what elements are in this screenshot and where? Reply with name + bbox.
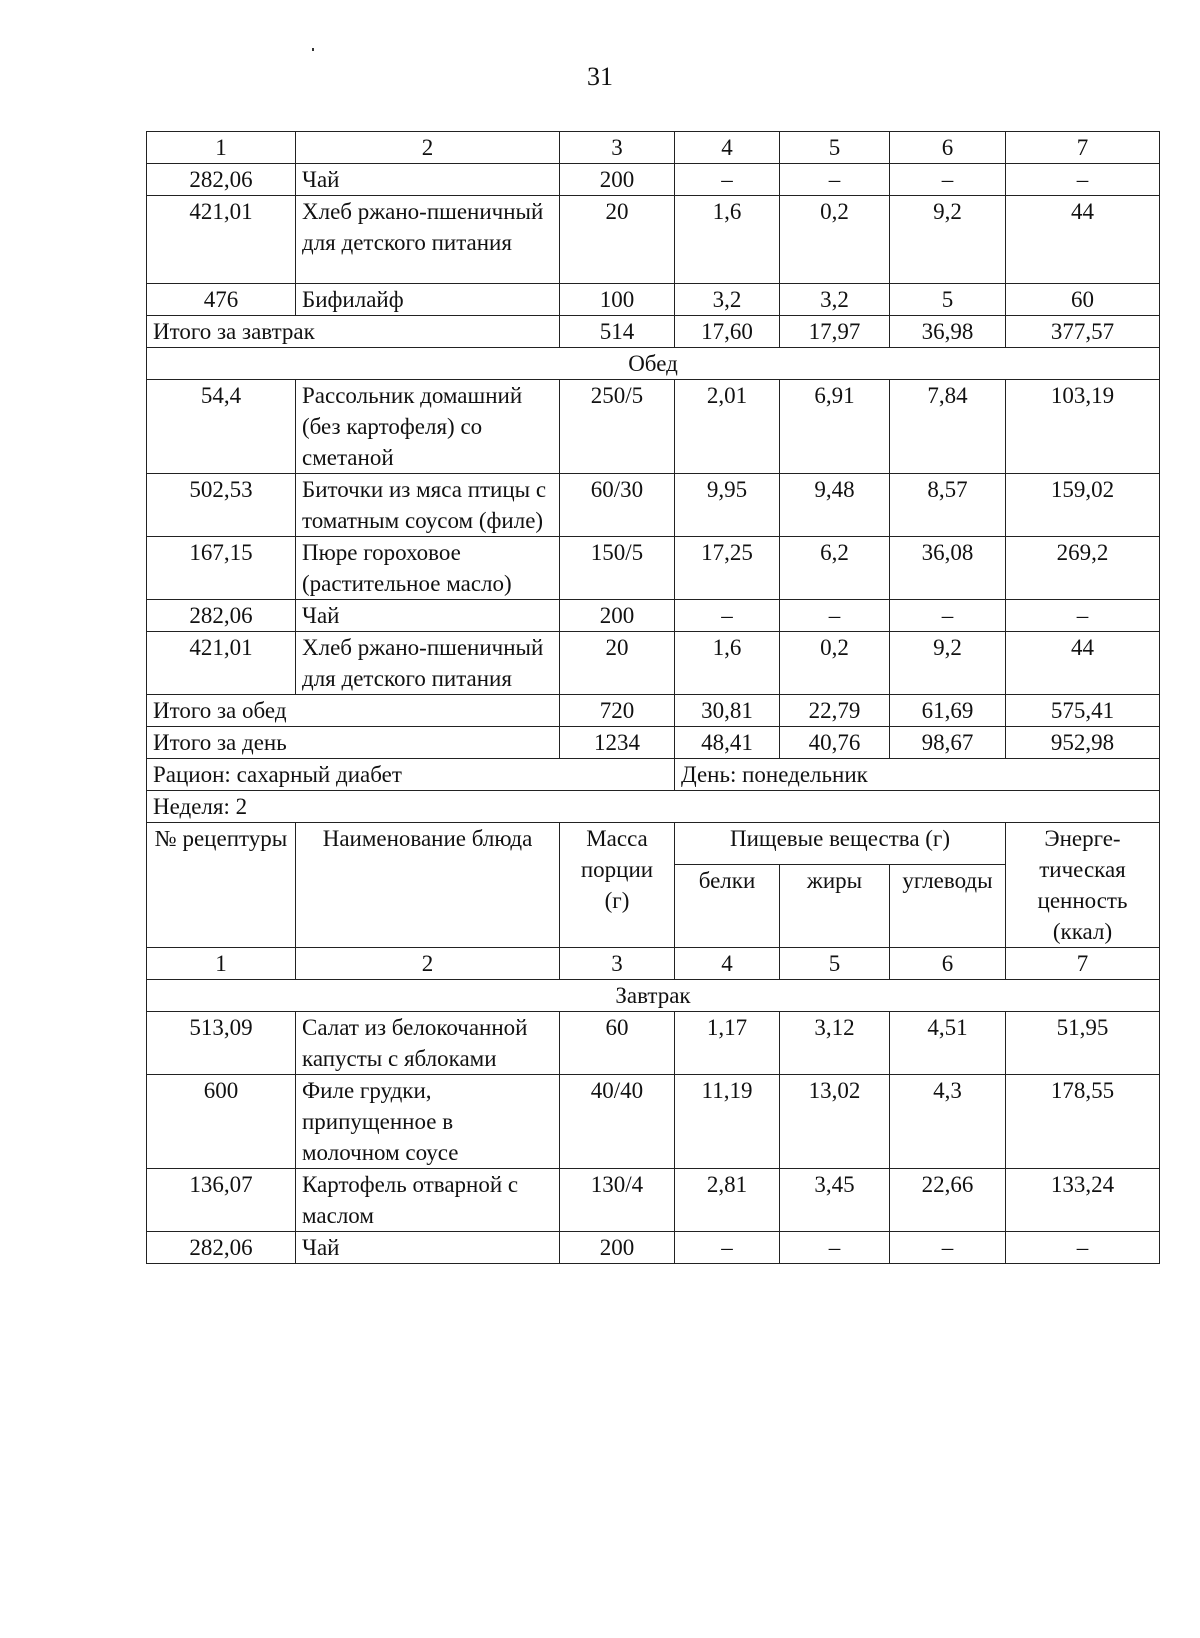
fats-cell: – <box>780 600 890 632</box>
energy-cell: 60 <box>1006 284 1160 316</box>
dish-name-cell: Салат из белокочанной капусты с яблоками <box>296 1012 560 1075</box>
column-number-row <box>147 948 1160 980</box>
energy-cell: 51,95 <box>1006 1012 1160 1075</box>
day-label: День: понедельник <box>675 759 1160 791</box>
total-row <box>147 695 1160 727</box>
total-row <box>147 316 1160 348</box>
recipe-number-cell: 282,06 <box>147 1232 296 1264</box>
table-row <box>147 537 1160 600</box>
recipe-number-cell: 600 <box>147 1075 296 1169</box>
total-mass-cell: 720 <box>560 695 675 727</box>
proteins-cell: 1,17 <box>675 1012 780 1075</box>
dish-name-cell: Хлеб ржано-пшеничный для детского питания <box>296 196 560 284</box>
fats-cell: 0,2 <box>780 632 890 695</box>
total-proteins-cell: 48,41 <box>675 727 780 759</box>
portion-mass-cell: 200 <box>560 1232 675 1264</box>
portion-mass-cell: 200 <box>560 600 675 632</box>
table-row <box>147 600 1160 632</box>
dish-name-cell: Биточки из мяса птицы с томатным соусом (филе) <box>296 474 560 537</box>
header-row <box>147 823 1160 865</box>
energy-cell: 269,2 <box>1006 537 1160 600</box>
header-dish-name: Наименование блюда <box>296 823 560 948</box>
portion-mass-cell: 60/30 <box>560 474 675 537</box>
carbs-cell: 5 <box>890 284 1006 316</box>
recipe-number-cell: 282,06 <box>147 164 296 196</box>
carbs-cell: 22,66 <box>890 1169 1006 1232</box>
proteins-cell: 1,6 <box>675 196 780 284</box>
proteins-cell: 2,81 <box>675 1169 780 1232</box>
recipe-number-cell: 167,15 <box>147 537 296 600</box>
column-number: 2 <box>296 948 560 980</box>
proteins-cell: – <box>675 600 780 632</box>
dish-name-cell: Пюре гороховое (растительное масло) <box>296 537 560 600</box>
recipe-number-cell: 513,09 <box>147 1012 296 1075</box>
proteins-cell: 3,2 <box>675 284 780 316</box>
recipe-number-cell: 54,4 <box>147 380 296 474</box>
column-number: 1 <box>147 132 296 164</box>
carbs-cell: 7,84 <box>890 380 1006 474</box>
header-portion-mass: Масса порции (г) <box>560 823 675 948</box>
column-number: 6 <box>890 132 1006 164</box>
table-row <box>147 1169 1160 1232</box>
dish-name-cell: Рассольник домашний (без картофеля) со сметаной <box>296 380 560 474</box>
column-number: 1 <box>147 948 296 980</box>
proteins-cell: – <box>675 1232 780 1264</box>
total-energy-cell: 952,98 <box>1006 727 1160 759</box>
dish-name-cell: Чай <box>296 1232 560 1264</box>
table-row <box>147 284 1160 316</box>
table-row <box>147 632 1160 695</box>
section-breakfast-row <box>147 980 1160 1012</box>
table-row <box>147 474 1160 537</box>
total-carbs-cell: 61,69 <box>890 695 1006 727</box>
dish-name-cell: Хлеб ржано-пшеничный для детского питания <box>296 632 560 695</box>
portion-mass-cell: 150/5 <box>560 537 675 600</box>
column-number: 3 <box>560 948 675 980</box>
fats-cell: 9,48 <box>780 474 890 537</box>
carbs-cell: 9,2 <box>890 196 1006 284</box>
fats-cell: 6,91 <box>780 380 890 474</box>
header-carbs: углеводы <box>890 865 1006 948</box>
total-label: Итого за завтрак <box>147 316 560 348</box>
total-proteins-cell: 17,60 <box>675 316 780 348</box>
recipe-number-cell: 421,01 <box>147 196 296 284</box>
fats-cell: 6,2 <box>780 537 890 600</box>
diet-day-row <box>147 759 1160 791</box>
column-number: 7 <box>1006 132 1160 164</box>
energy-cell: 159,02 <box>1006 474 1160 537</box>
proteins-cell: 11,19 <box>675 1075 780 1169</box>
header-recipe-number: № рецептуры <box>147 823 296 948</box>
dish-name-cell: Филе грудки, припущенное в молочном соусе <box>296 1075 560 1169</box>
table-row <box>147 1232 1160 1264</box>
column-number: 6 <box>890 948 1006 980</box>
carbs-cell: – <box>890 1232 1006 1264</box>
diet-label: Рацион: сахарный диабет <box>147 759 675 791</box>
energy-cell: 44 <box>1006 196 1160 284</box>
carbs-cell: – <box>890 600 1006 632</box>
week-label: Неделя: 2 <box>147 791 1160 823</box>
fats-cell: 0,2 <box>780 196 890 284</box>
portion-mass-cell: 250/5 <box>560 380 675 474</box>
portion-mass-cell: 20 <box>560 632 675 695</box>
carbs-cell: 4,51 <box>890 1012 1006 1075</box>
portion-mass-cell: 100 <box>560 284 675 316</box>
section-lunch-row <box>147 348 1160 380</box>
energy-cell: – <box>1006 164 1160 196</box>
recipe-number-cell: 476 <box>147 284 296 316</box>
dish-name-cell: Бифилайф <box>296 284 560 316</box>
section-title: Завтрак <box>147 980 1160 1012</box>
header-energy: Энерге-тическая ценность (ккал) <box>1006 823 1160 948</box>
fats-cell: 13,02 <box>780 1075 890 1169</box>
total-carbs-cell: 98,67 <box>890 727 1006 759</box>
proteins-cell: 1,6 <box>675 632 780 695</box>
header-proteins: белки <box>675 865 780 948</box>
dish-name-cell: Картофель отварной с маслом <box>296 1169 560 1232</box>
menu-table <box>146 131 1160 1264</box>
scan-speck <box>312 48 314 51</box>
energy-cell: 103,19 <box>1006 380 1160 474</box>
energy-cell: – <box>1006 600 1160 632</box>
menu-table-body <box>147 132 1160 1264</box>
header-nutrients: Пищевые вещества (г) <box>675 823 1006 865</box>
total-fats-cell: 40,76 <box>780 727 890 759</box>
table-row <box>147 1012 1160 1075</box>
table-row <box>147 196 1160 284</box>
portion-mass-cell: 200 <box>560 164 675 196</box>
portion-mass-cell: 40/40 <box>560 1075 675 1169</box>
total-label: Итого за обед <box>147 695 560 727</box>
total-label: Итого за день <box>147 727 560 759</box>
carbs-cell: – <box>890 164 1006 196</box>
column-number: 5 <box>780 132 890 164</box>
energy-cell: 178,55 <box>1006 1075 1160 1169</box>
proteins-cell: 2,01 <box>675 380 780 474</box>
total-mass-cell: 514 <box>560 316 675 348</box>
fats-cell: – <box>780 164 890 196</box>
carbs-cell: 4,3 <box>890 1075 1006 1169</box>
header-fats: жиры <box>780 865 890 948</box>
portion-mass-cell: 130/4 <box>560 1169 675 1232</box>
proteins-cell: 17,25 <box>675 537 780 600</box>
carbs-cell: 9,2 <box>890 632 1006 695</box>
recipe-number-cell: 502,53 <box>147 474 296 537</box>
energy-cell: 133,24 <box>1006 1169 1160 1232</box>
portion-mass-cell: 60 <box>560 1012 675 1075</box>
fats-cell: 3,45 <box>780 1169 890 1232</box>
total-proteins-cell: 30,81 <box>675 695 780 727</box>
column-number: 4 <box>675 132 780 164</box>
column-number: 3 <box>560 132 675 164</box>
recipe-number-cell: 136,07 <box>147 1169 296 1232</box>
column-number-row <box>147 132 1160 164</box>
week-row <box>147 791 1160 823</box>
dish-name-cell: Чай <box>296 600 560 632</box>
energy-cell: 44 <box>1006 632 1160 695</box>
proteins-cell: 9,95 <box>675 474 780 537</box>
table-row <box>147 1075 1160 1169</box>
portion-mass-cell: 20 <box>560 196 675 284</box>
recipe-number-cell: 421,01 <box>147 632 296 695</box>
total-energy-cell: 377,57 <box>1006 316 1160 348</box>
table-row <box>147 380 1160 474</box>
column-number: 2 <box>296 132 560 164</box>
total-fats-cell: 17,97 <box>780 316 890 348</box>
total-fats-cell: 22,79 <box>780 695 890 727</box>
fats-cell: 3,2 <box>780 284 890 316</box>
total-row <box>147 727 1160 759</box>
page-number: 31 <box>587 62 613 91</box>
fats-cell: – <box>780 1232 890 1264</box>
recipe-number-cell: 282,06 <box>147 600 296 632</box>
dish-name-cell: Чай <box>296 164 560 196</box>
total-carbs-cell: 36,98 <box>890 316 1006 348</box>
proteins-cell: – <box>675 164 780 196</box>
total-energy-cell: 575,41 <box>1006 695 1160 727</box>
carbs-cell: 8,57 <box>890 474 1006 537</box>
carbs-cell: 36,08 <box>890 537 1006 600</box>
column-number: 7 <box>1006 948 1160 980</box>
energy-cell: – <box>1006 1232 1160 1264</box>
table-row <box>147 164 1160 196</box>
column-number: 5 <box>780 948 890 980</box>
column-number: 4 <box>675 948 780 980</box>
total-mass-cell: 1234 <box>560 727 675 759</box>
fats-cell: 3,12 <box>780 1012 890 1075</box>
section-title: Обед <box>147 348 1160 380</box>
